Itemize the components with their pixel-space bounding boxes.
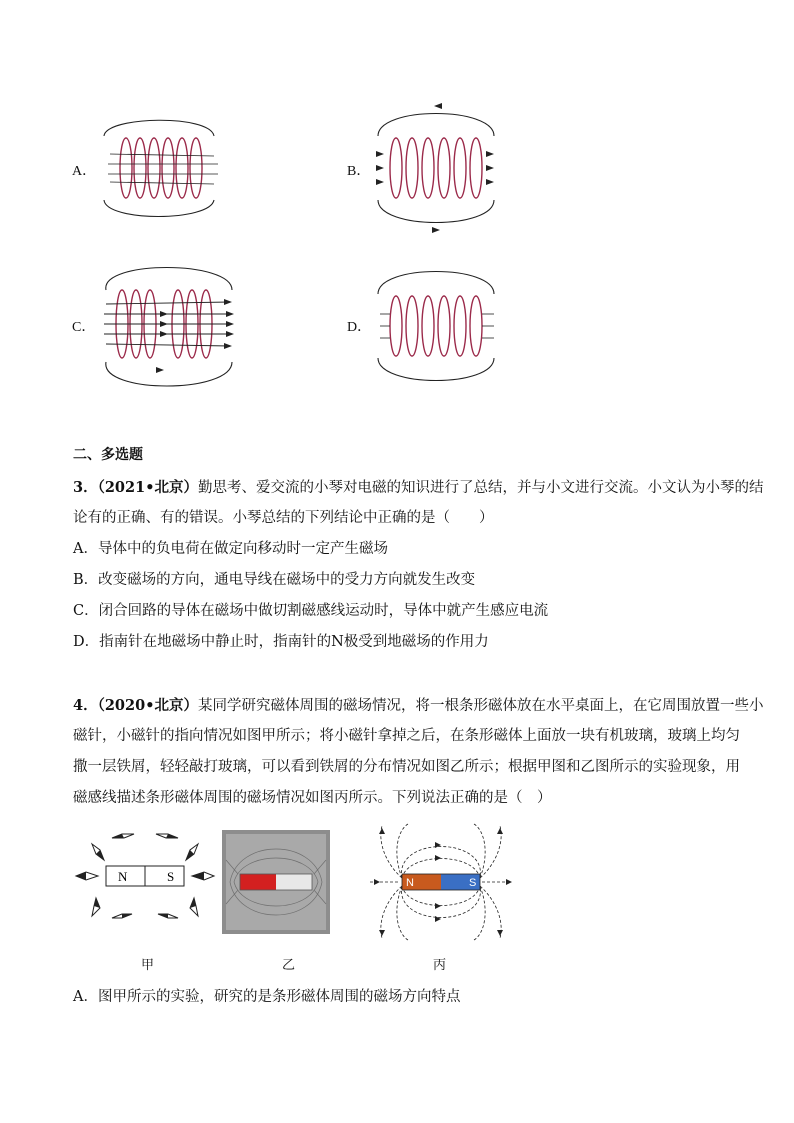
q4-option-a: A．图甲所示的实验，研究的是条形磁体周围的磁场方向特点 xyxy=(73,989,461,1005)
q4-stem-line2: 磁针，小磁针的指向情况如图甲所示；将小磁针拿掉之后，在条形磁体上面放一块有机玻璃，玻璃上均匀 xyxy=(73,728,740,744)
solenoid-field-lines-b-icon xyxy=(370,100,510,236)
bing-s-label: S xyxy=(469,877,477,889)
q3-source: （2021•北京） xyxy=(97,479,198,496)
solenoid-field-lines-a-icon xyxy=(92,104,242,232)
q3-option-a: A．导体中的负电荷在做定向移动时一定产生磁场 xyxy=(73,541,388,557)
q3-option-d: D．指南针在地磁场中静止时，指南针的N极受到地磁场的作用力 xyxy=(73,634,489,650)
q4-source: （2020•北京） xyxy=(97,697,198,714)
caption-bing: 丙 xyxy=(433,958,447,973)
caption-yi: 乙 xyxy=(282,958,296,973)
q4-stem-line1 xyxy=(73,690,763,722)
option-letter-b: B． xyxy=(347,164,371,179)
solenoid-field-lines-c-icon xyxy=(92,252,252,402)
option-letter-d: D． xyxy=(347,320,372,335)
q3-number: 3． xyxy=(73,479,98,496)
q3-option-b: B．改变磁场的方向，通电导线在磁场中的受力方向就发生改变 xyxy=(73,572,476,588)
q4-stem-line4: 磁感线描述条形磁体周围的磁场情况如图丙所示。下列说法正确的是（ ） xyxy=(73,790,552,806)
q3-option-c: C．闭合回路的导体在磁场中做切割磁感线运动时，导体中就产生感应电流 xyxy=(73,603,549,619)
figure-yi-iron-filings xyxy=(222,830,330,934)
q4-stem-line3: 撒一层铁屑，轻轻敲打玻璃，可以看到铁屑的分布情况如图乙所示；根据甲图和乙图所示的实验现象，用 xyxy=(73,759,740,775)
bing-n-label: N xyxy=(406,877,414,889)
figure-jia xyxy=(72,826,218,926)
jia-s-label: S xyxy=(167,869,175,884)
option-letter-c: C． xyxy=(72,320,96,335)
option-letter-a: A． xyxy=(72,164,97,179)
jia-n-label: N xyxy=(118,869,128,884)
q3-stem-text-1: 勤思考、爱交流的小琴对电磁的知识进行了总结，并与小文进行交流。小文认为小琴的结 xyxy=(197,480,764,496)
q4-stem-text-1: 某同学研究磁体周围的磁场情况，将一根条形磁体放在水平桌面上，在它周围放置一些小 xyxy=(197,698,764,714)
caption-jia: 甲 xyxy=(141,958,155,973)
q3-stem-line2: 论有的正确、有的错误。小琴总结的下列结论中正确的是（ ） xyxy=(73,510,494,526)
section-title: 二、多选题 xyxy=(73,447,143,463)
solenoid-field-lines-d-icon xyxy=(370,258,510,394)
q4-number: 4． xyxy=(73,697,98,714)
q3-stem-line1 xyxy=(73,472,763,504)
figure-bing-field-lines xyxy=(368,822,514,942)
